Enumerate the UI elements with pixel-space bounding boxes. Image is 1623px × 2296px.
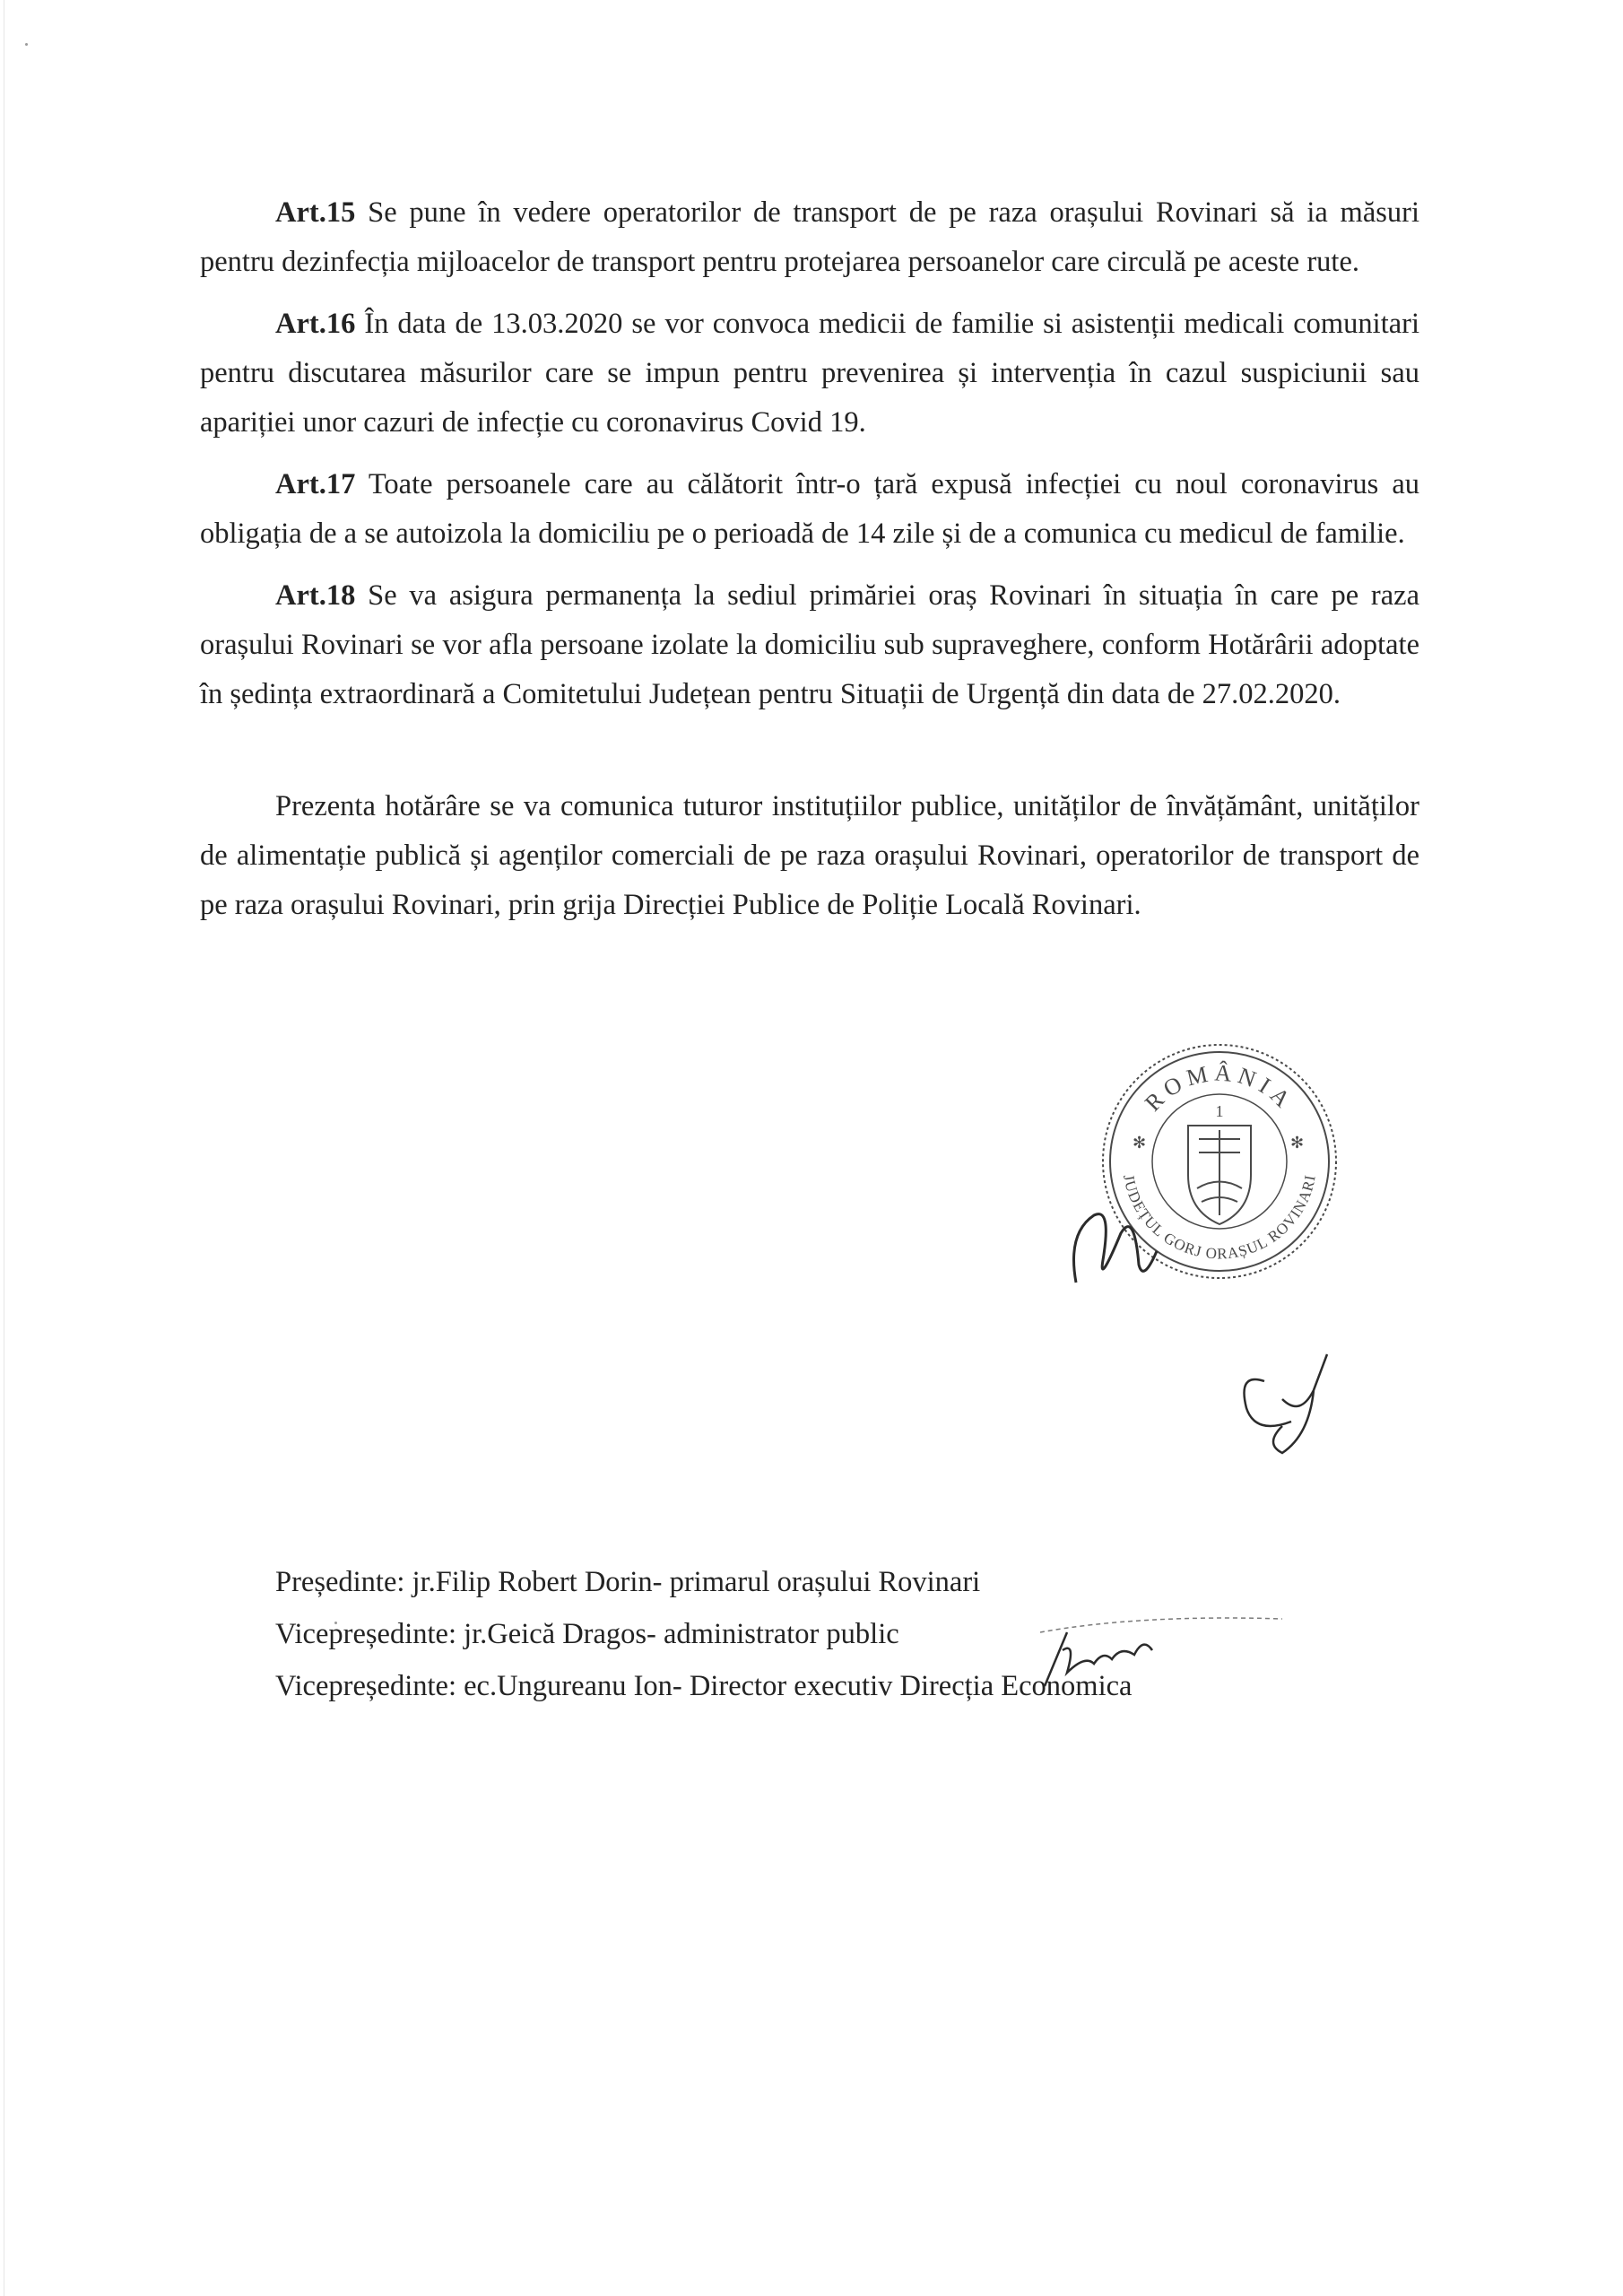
signature-scribble [1228, 1336, 1354, 1462]
signatory-line: Vicepreședinte: ec.Ungureanu Ion- Director executiv Direcția Economica [275, 1670, 1133, 1702]
stamp-top-text: ROMÂNIA [1140, 1059, 1299, 1117]
stamp-star-left: ✻ [1133, 1134, 1147, 1152]
article-16 [200, 300, 1419, 448]
article-label: Art.15 [275, 196, 356, 229]
closing-paragraph: Prezenta hotărâre se va comunica tuturor instituțiilor publice, unităților de învățământ, unităților de alimentație publică și agenților comerciali de pe raza orașului Rovinari, operatorilor de transport de pe raza orașului Rovinari, prin grija Direcției Publice de Poliție Locală Rovinari. [200, 790, 1419, 921]
coat-of-arms-icon [1188, 1126, 1251, 1224]
scan-speck [25, 43, 28, 46]
stamp-star-right: ✻ [1290, 1134, 1305, 1152]
stamp-bottom-text: JUDEȚUL GORJ ORAȘUL ROVINARI [1120, 1173, 1319, 1263]
article-15 [200, 188, 1419, 287]
article-label: Art.17 [275, 468, 356, 500]
signatories-block [275, 1562, 1132, 1718]
signatory-line: Președinte: jr.Filip Robert Dorin- primarul orașului Rovinari [275, 1566, 981, 1598]
article-text: Se va asigura permanența la sediul primăriei oraș Rovinari în situația în care pe raza orașului Rovinari se vor afla persoane izolate la domiciliu sub supraveghere, conform Hotărârii adoptate în ședința extraordinară a Comitetului Județean pentru Situații de Urgență din data de 27.02.2020. [200, 579, 1420, 710]
article-17 [200, 460, 1419, 559]
document-body [200, 188, 1419, 930]
article-text: În data de 13.03.2020 se vor convoca medicii de familie si asistenții medicali comunitari pentru discutarea măsurilor care se impun pentru prevenirea și intervenția în cazul suspiciunii sau apariției unor cazuri de infecție cu coronavirus Covid 19. [200, 308, 1419, 439]
article-text: Toate persoanele care au călătorit într-o țară expusă infecției cu noul coronavirus au obligația de a se autoizola la domiciliu pe o perioadă de 14 zile și de a comunica cu medicul de familie. [200, 468, 1419, 550]
stamp-center-number: 1 [1215, 1102, 1224, 1120]
article-text: Se pune în vedere operatorilor de transport de pe raza orașului Rovinari să ia măsuri pentru dezinfecția mijloacelor de transport pentru protejarea persoanelor care circulă pe aceste rute. [200, 196, 1420, 278]
signatory-line: Vicepreședinte: jr.Geică Dragos- administrator public [275, 1618, 899, 1650]
article-label: Art.16 [275, 308, 356, 340]
signature-scribble [1031, 1623, 1175, 1695]
stamp-signature-scribble [1058, 1197, 1166, 1296]
article-label: Art.18 [275, 579, 356, 612]
article-18 [200, 571, 1419, 719]
